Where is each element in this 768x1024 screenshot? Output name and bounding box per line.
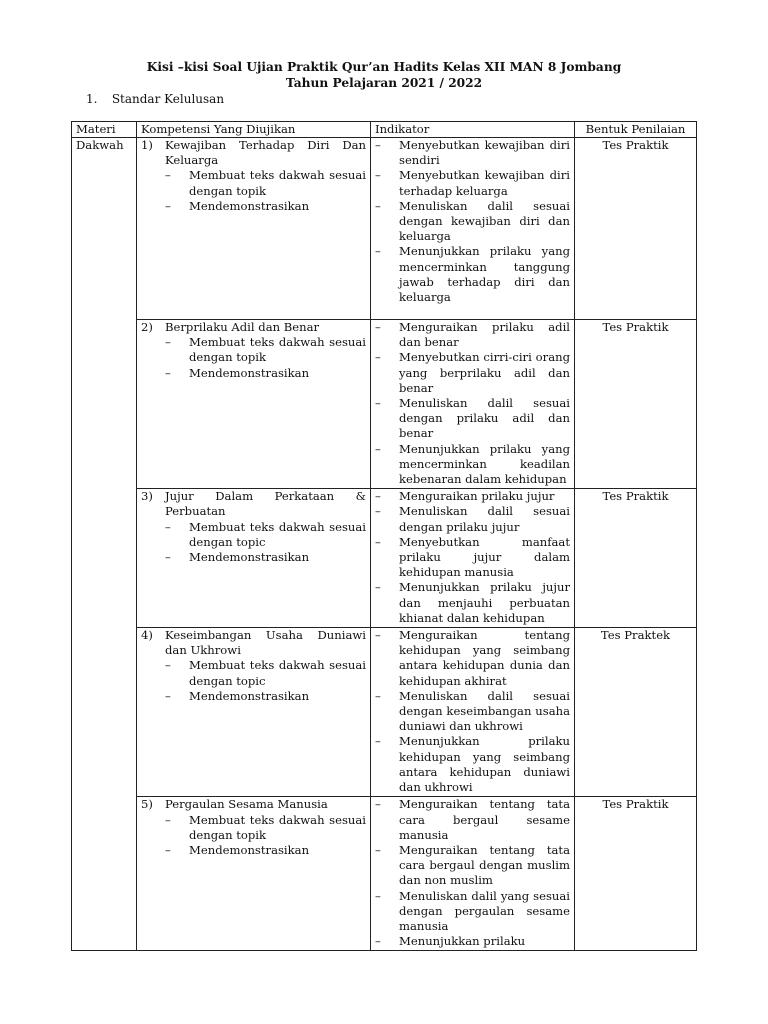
- indikator-item: [375, 199, 570, 245]
- table-row: [72, 138, 697, 320]
- kompetensi-cell: [137, 138, 371, 320]
- kompetensi-heading: [141, 489, 366, 519]
- kompetensi-cell: [137, 628, 371, 797]
- kompetensi-heading: [141, 320, 366, 335]
- dash-bullet: –: [375, 842, 381, 857]
- kompetensi-number: 1): [141, 138, 153, 152]
- indikator-text: Menguraikan tentang tata cara bergaul sesame manusia: [399, 797, 570, 842]
- subitem-text: Mendemonstrasikan: [189, 688, 310, 703]
- kompetensi-title: Berprilaku Adil dan Benar: [165, 320, 320, 334]
- kompetensi-subitem: [141, 335, 366, 365]
- dash-bullet: –: [375, 797, 381, 812]
- indikator-item: [375, 535, 570, 581]
- materi-cell: [72, 138, 137, 320]
- materi-cell: [72, 489, 137, 628]
- indikator-item: [375, 889, 570, 935]
- dash-bullet: –: [375, 138, 381, 152]
- indikator-item: [375, 504, 570, 534]
- indikator-text: Menunjukkan prilaku yang mencerminkan tanggung jawab terhadap diri dan keluarga: [399, 244, 570, 305]
- subitem-text: Mendemonstrasikan: [189, 365, 310, 380]
- kompetensi-subitem: [141, 658, 366, 688]
- table-row: [72, 320, 697, 489]
- indikator-item: [375, 168, 570, 198]
- indikator-cell: [371, 320, 575, 489]
- indikator-item: [375, 489, 570, 504]
- subitem-text: Membuat teks dakwah sesuai dengan topic: [189, 658, 366, 688]
- kompetensi-cell: [137, 320, 371, 489]
- dash-bullet: –: [165, 550, 171, 565]
- kompetensi-heading: [141, 628, 366, 658]
- section-heading: [86, 92, 224, 107]
- indikator-text: Menuliskan dalil yang sesuai dengan pergaulan sesame manusia: [399, 888, 570, 933]
- dash-bullet: –: [165, 365, 171, 380]
- kompetensi-number: 2): [141, 320, 153, 334]
- indikator-text: Menyebutkan cirri-ciri orang yang berprilaku adil dan benar: [399, 350, 570, 395]
- indikator-text: Menuliskan dalil sesuai dengan prilaku adil dan benar: [399, 396, 570, 441]
- subitem-text: Membuat teks dakwah sesuai dengan topik: [189, 168, 366, 198]
- indikator-text: Menyebutkan kewajiban diri sendiri: [399, 138, 570, 168]
- indikator-cell: [371, 489, 575, 628]
- kompetensi-title: Kewajiban Terhadap Diri Dan Keluarga: [165, 138, 366, 168]
- materi-cell: [72, 797, 137, 951]
- table-row: [72, 489, 697, 628]
- document-subtitle: Tahun Pelajaran 2021 / 2022: [285, 76, 483, 90]
- kompetensi-heading: [141, 138, 366, 168]
- indikator-cell: [371, 628, 575, 797]
- kompetensi-subitem: [141, 550, 366, 565]
- dash-bullet: –: [375, 320, 381, 334]
- indikator-text: Menunjukkan prilaku jujur dan menjauhi perbuatan khianat dalan kehidupan: [399, 580, 570, 625]
- indikator-cell: [371, 797, 575, 951]
- penilaian-cell: Tes Praktik: [575, 320, 697, 489]
- penilaian-cell: Tes Praktik: [575, 138, 697, 320]
- indikator-text: Menguraikan prilaku adil dan benar: [399, 320, 570, 350]
- dash-bullet: –: [375, 628, 381, 643]
- kompetensi-number: 4): [141, 628, 153, 643]
- dash-bullet: –: [165, 842, 171, 857]
- kompetensi-subitem: [141, 366, 366, 381]
- indikator-text: Menguraikan tentang kehidupan yang seimbang antara kehidupan dunia dan kehidupan akhirat: [399, 628, 570, 688]
- header-penilaian: Bentuk Penilaian: [575, 122, 697, 138]
- kompetensi-title: Keseimbangan Usaha Duniawi dan Ukhrowi: [165, 628, 366, 658]
- indikator-item: [375, 689, 570, 735]
- kompetensi-heading: [141, 797, 366, 812]
- kompetensi-number: 3): [141, 489, 153, 504]
- indikator-item: [375, 734, 570, 795]
- dash-bullet: –: [375, 934, 381, 949]
- table-header-row: [72, 122, 697, 138]
- dash-bullet: –: [375, 244, 381, 259]
- dash-bullet: –: [165, 519, 171, 534]
- table-row: [72, 628, 697, 797]
- kompetensi-subitem: [141, 843, 366, 858]
- indikator-text: Menyebutkan manfaat prilaku jujur dalam kehidupan manusia: [399, 534, 570, 580]
- indikator-item: [375, 797, 570, 843]
- indikator-item: [375, 138, 570, 168]
- dash-bullet: –: [375, 734, 381, 749]
- dash-bullet: –: [375, 441, 381, 456]
- indikator-item: [375, 442, 570, 488]
- indikator-text: Menunjukkan prilaku kehidupan yang seimbang antara kehidupan duniawi dan ukhrowi: [399, 734, 570, 795]
- dash-bullet: –: [375, 504, 381, 519]
- materi-cell: [72, 320, 137, 489]
- subitem-text: Mendemonstrasikan: [189, 842, 310, 857]
- dash-bullet: –: [375, 888, 381, 903]
- subitem-text: Membuat teks dakwah sesuai dengan topic: [189, 519, 366, 549]
- kompetensi-subitem: [141, 199, 366, 214]
- dash-bullet: –: [375, 534, 381, 549]
- indikator-text: Menunjukkan prilaku yang mencerminkan keadilan kebenaran dalam kehidupan: [399, 441, 570, 487]
- dash-bullet: –: [375, 350, 381, 365]
- indikator-item: [375, 843, 570, 889]
- kompetensi-subitem: [141, 689, 366, 704]
- dash-bullet: –: [375, 168, 381, 183]
- header-kompetensi: Kompetensi Yang Diujikan: [137, 122, 371, 138]
- indikator-text: Menguraikan prilaku jujur: [399, 489, 555, 504]
- indikator-item: [375, 244, 570, 305]
- subitem-text: Membuat teks dakwah sesuai dengan topik: [189, 335, 366, 365]
- dash-bullet: –: [375, 489, 381, 504]
- section-number: 1.: [86, 92, 98, 106]
- dash-bullet: –: [165, 688, 171, 703]
- indikator-item: [375, 396, 570, 442]
- materi-label: Dakwah: [76, 138, 124, 152]
- dash-bullet: –: [375, 580, 381, 595]
- kompetensi-cell: [137, 489, 371, 628]
- kompetensi-subitem: [141, 520, 366, 550]
- indikator-text: Menuliskan dalil sesuai dengan prilaku jujur: [399, 504, 570, 534]
- indikator-item: [375, 350, 570, 396]
- kisi-kisi-table: [71, 121, 697, 951]
- section-title: Standar Kelulusan: [111, 92, 225, 106]
- penilaian-cell: Tes Praktek: [575, 628, 697, 797]
- indikator-item: [375, 934, 570, 949]
- indikator-item: [375, 628, 570, 689]
- dash-bullet: –: [165, 812, 171, 827]
- penilaian-cell: Tes Praktik: [575, 797, 697, 951]
- dash-bullet: –: [375, 198, 381, 213]
- kompetensi-subitem: [141, 813, 366, 843]
- kompetensi-number: 5): [141, 797, 153, 812]
- indikator-text: Menuliskan dalil sesuai dengan kewajiban diri dan keluarga: [399, 198, 570, 244]
- dash-bullet: –: [165, 168, 171, 183]
- subitem-text: Mendemonstrasikan: [189, 198, 310, 213]
- document-title: Kisi –kisi Soal Ujian Praktik Qur’an Hadits Kelas XII MAN 8 Jombang: [146, 60, 622, 74]
- indikator-item: [375, 320, 570, 350]
- table-row: [72, 797, 697, 951]
- subitem-text: Mendemonstrasikan: [189, 550, 310, 565]
- kompetensi-title: Pergaulan Sesama Manusia: [165, 797, 328, 812]
- indikator-text: Menunjukkan prilaku: [399, 934, 526, 949]
- indikator-text: Menyebutkan kewajiban diri terhadap keluarga: [399, 168, 570, 198]
- dash-bullet: –: [375, 396, 381, 411]
- indikator-item: [375, 580, 570, 626]
- subitem-text: Membuat teks dakwah sesuai dengan topik: [189, 812, 366, 842]
- dash-bullet: –: [165, 335, 171, 350]
- indikator-text: Menguraikan tentang tata cara bergaul dengan muslim dan non muslim: [399, 842, 570, 888]
- kompetensi-cell: [137, 797, 371, 951]
- indikator-text: Menuliskan dalil sesuai dengan keseimbangan usaha duniawi dan ukhrowi: [399, 688, 570, 734]
- dash-bullet: –: [165, 658, 171, 673]
- dash-bullet: –: [375, 688, 381, 703]
- kompetensi-subitem: [141, 168, 366, 198]
- materi-cell: [72, 628, 137, 797]
- header-indikator: Indikator: [371, 122, 575, 138]
- header-materi: Materi: [72, 122, 137, 138]
- dash-bullet: –: [165, 198, 171, 213]
- penilaian-cell: Tes Praktik: [575, 489, 697, 628]
- indikator-cell: [371, 138, 575, 320]
- kompetensi-title: Jujur Dalam Perkataan & Perbuatan: [165, 489, 366, 519]
